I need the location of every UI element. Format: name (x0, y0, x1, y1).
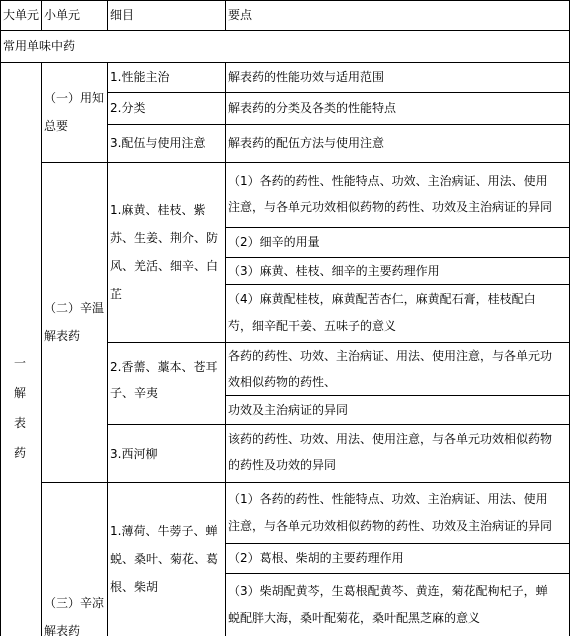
item-text: 3.配伍与使用注意 (110, 136, 206, 150)
point-text: 功效及主治病证的异同 (228, 403, 349, 417)
point-text: 解表药的配伍方法与使用注意 (228, 136, 385, 150)
grid-line (41, 482, 570, 483)
point-text: （3）柴胡配黄芩，生葛根配黄芩、黄连，菊花配枸杞子，蝉 蜕配胖大海，桑叶配菊花，桑叶配黑芝麻的意义 (228, 584, 548, 625)
header-unit: 大单元 (3, 8, 40, 22)
point-text: （1）各药的药性、性能特点、功效、主治病证、用法、使用 注意，与各单元功效相似药物的药性、功效及主治病证的异同 (228, 174, 553, 214)
point-text: （1）各药的药性、性能特点、功效、主治病证、用法、使用 注意，与各单元功效相似药物的药性、功效及主治病证的异同 (228, 492, 553, 533)
unit-label-char: 一 (13, 356, 26, 370)
grid-line (0, 0, 1, 636)
grid-line (107, 424, 570, 425)
item-text: 2.分类 (110, 101, 146, 115)
subunit-label: （二）辛温 解表药 (44, 301, 105, 343)
point-text: （2）细辛的用量 (228, 235, 320, 249)
unit-label-char: 解 (13, 386, 26, 400)
point-text: （4）麻黄配桂枝，麻黄配苦杏仁，麻黄配石膏，桂枝配白 芍，细辛配干姜、五味子的意义 (228, 292, 536, 333)
point-text: 各药的药性、功效、主治病证、用法、使用注意，与各单元功 效相似药物的药性、 (228, 349, 553, 389)
grid-line (225, 573, 570, 574)
point-text: （3）麻黄、桂枝、细辛的主要药理作用 (228, 264, 440, 278)
subunit-label: （三）辛凉 解表药 (44, 596, 105, 636)
header-subunit: 小单元 (44, 8, 81, 22)
grid-line (41, 162, 570, 163)
point-text: 该药的药性、功效、用法、使用注意，与各单元功效相似药物 的药性及功效的异同 (228, 432, 553, 472)
grid-line (225, 284, 570, 285)
item-text: 2.香薷、藁本、苍耳 子、辛夷 (110, 360, 218, 400)
subject-title: 常用单味中药 (3, 39, 76, 53)
unit-label-char: 药 (13, 446, 26, 460)
item-text: 1.麻黄、桂枝、紫 苏、生姜、荆介、防 风、羌活、细辛、白 芷 (110, 203, 219, 301)
header-item: 细目 (110, 8, 135, 22)
unit-label-char: 表 (13, 416, 26, 430)
header-points: 要点 (228, 8, 253, 22)
point-text: 解表药的性能功效与适用范围 (228, 70, 385, 84)
item-text: 1.薄荷、牛蒡子、蝉 蜕、桑叶、菊花、葛 根、柴胡 (110, 524, 219, 594)
item-text: 3.西河柳 (110, 447, 158, 461)
item-text: 1.性能主治 (110, 70, 170, 84)
point-text: 解表药的分类及各类的性能特点 (228, 101, 397, 115)
subunit-label: （一）用知 总要 (44, 91, 105, 133)
point-text: （2）葛根、柴胡的主要药理作用 (228, 551, 404, 565)
